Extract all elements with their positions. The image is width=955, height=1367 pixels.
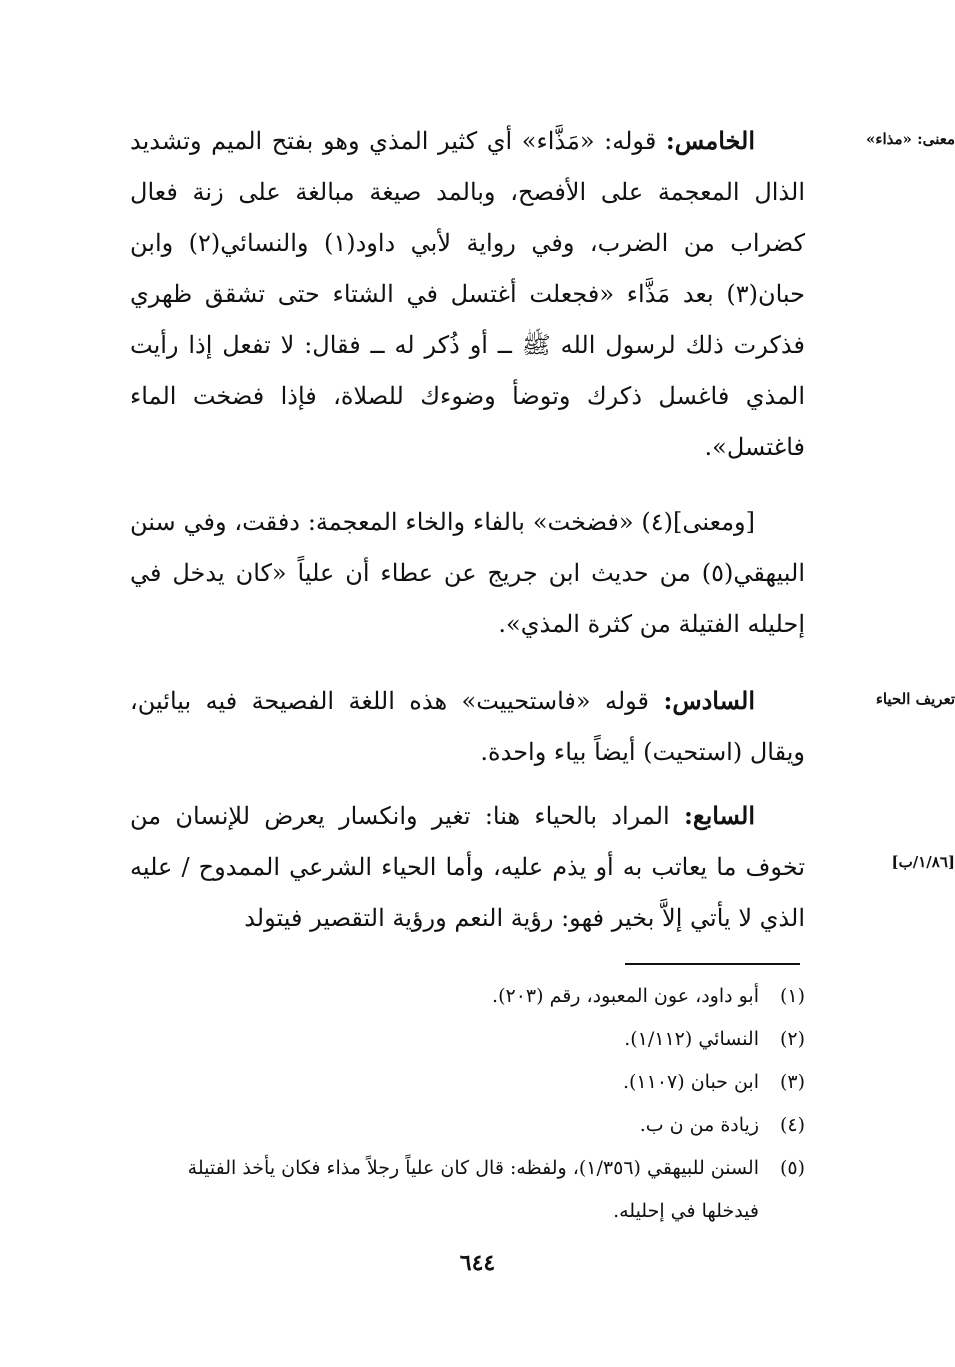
footnote-text: ابن حبان (١١٠٧). [622, 1071, 759, 1093]
page-number: ٦٤٤ [459, 1250, 496, 1276]
footnote-separator [625, 963, 800, 965]
footnote-2 [130, 1018, 805, 1061]
footnote-number: (٢) [779, 1028, 805, 1050]
footnote-1 [130, 975, 805, 1018]
paragraph-lead: الخامس: [665, 126, 755, 155]
footnote-text: أبو داود، عون المعبود، رقم (٢٠٣). [492, 985, 759, 1007]
paragraph-text: المراد بالحياء هنا: تغير وانكسار يعرض للإنسان من تخوف ما يعاتب به أو يذم عليه، وأما الحياء الشرعي الممدوح / عليه الذي لا يأتي إلاَّ بخير فهو: رؤية النعم ورؤية التقصير فيتولد [130, 802, 805, 932]
footnote-number: (٥) [779, 1157, 805, 1179]
footnote-3 [130, 1061, 805, 1104]
paragraph-sixth [130, 675, 805, 778]
footnote-5 [130, 1147, 805, 1233]
paragraph-lead: السادس: [663, 686, 755, 715]
footnote-text: السنن للبيهقي (١/٣٥٦)، ولفظه: قال كان علياً رجلاً مذاء فكان يأخذ الفتيلة فيدخلها في إحليله. [187, 1157, 759, 1222]
footnote-4 [130, 1104, 805, 1147]
sidenote-manuscript-ref: [١/٨٦/ب] [891, 853, 955, 871]
sidenote-haya-definition: تعريف الحياء [875, 690, 955, 708]
paragraph-lead: السابع: [683, 801, 755, 830]
footnote-number: (١) [779, 985, 805, 1007]
footnotes [130, 975, 805, 1233]
footnote-number: (٤) [779, 1114, 805, 1136]
paragraph-fifth [130, 115, 805, 473]
paragraph-text: قوله: «مَذَّاء» أي كثير المذي وهو بفتح الميم وتشديد الذال المعجمة على الأفصح، وبالمد صيغة مبالغة على زنة فعال كضراب من الضرب، وفي رواية لأبي داود(١) والنسائي(٢) وابن حبان(٣) بعد مَذَّاء «فجعلت أغتسل في الشتاء حتى تشقق ظهري فذكرت ذلك لرسول الله ﷺ ــ أو ذُكر له ــ فقال: لا تفعل إذا رأيت المذي فاغسل ذكرك وتوضأ وضوءك للصلاة، فإذا فضخت الماء فاغتسل». [130, 127, 806, 461]
footnote-text: النسائي (١/١١٢). [624, 1028, 759, 1050]
paragraph-seventh [130, 790, 805, 944]
paragraph-text: قوله «فاستحييت» هذه اللغة الفصيحة فيه بيائين، ويقال (استحيت) أيضاً بياء واحدة. [130, 687, 805, 766]
paragraph-fadakht [130, 497, 805, 650]
sidenote-madhdhaa: معنى: «مذاء» [866, 130, 955, 148]
paragraph-text: [ومعنى](٤) «فضخت» بالفاء والخاء المعجمة: دفقت، وفي سنن البيهقي(٥) من حديث ابن جريج عن عطاء أن علياً «كان يدخل في إحليله الفتيلة من كثرة المذي». [130, 508, 805, 638]
footnote-text: زيادة من ن ب. [639, 1114, 759, 1136]
footnote-number: (٣) [779, 1071, 805, 1093]
